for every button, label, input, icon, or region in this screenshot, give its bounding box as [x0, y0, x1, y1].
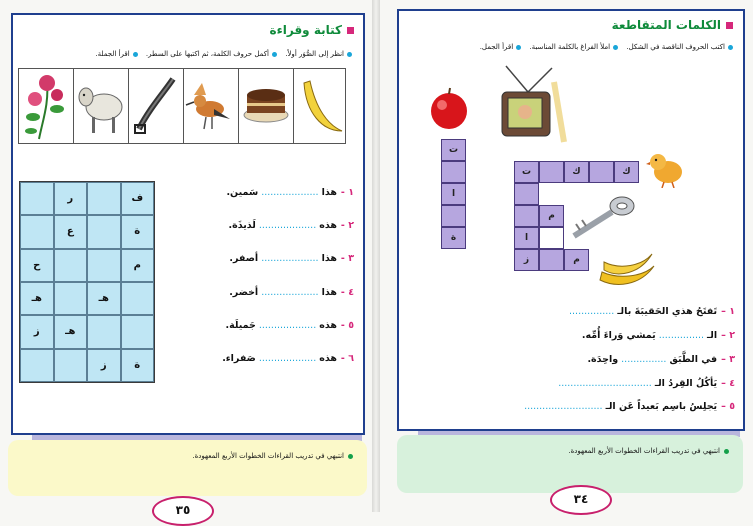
grid-cell[interactable]	[54, 349, 88, 382]
bullet-icon	[724, 449, 729, 454]
sentence-1: ١ -هذا...................سَمين.	[226, 187, 354, 198]
grid-cell[interactable]	[20, 215, 54, 248]
sentence-3: ٣ -هذا...................أصفر.	[229, 253, 354, 264]
key-icon	[566, 192, 638, 242]
chick-icon	[646, 150, 686, 188]
crossword-cell[interactable]	[441, 161, 466, 183]
picture-strip	[18, 68, 346, 144]
grid-cell[interactable]: ة	[121, 349, 155, 382]
section-title: الكلمات المتقاطعة	[612, 18, 733, 32]
grid-cell[interactable]	[87, 182, 121, 215]
belt-icon	[128, 69, 183, 143]
crossword-cell[interactable]	[539, 161, 564, 183]
page-number: ٣٥	[152, 496, 214, 526]
sentence-4: ٤ –يَأكُلُ القِردُ الـ...............................	[558, 378, 735, 389]
sentence-6: ٦ -هذه...................صَفراء.	[222, 353, 354, 364]
footer-note: انتبهي في تدريب القراءات الخطوات الأربع المعهودة.	[192, 452, 344, 460]
sentence-4: ٤ -هذا...................أخضر.	[229, 287, 354, 298]
answer-blank[interactable]: ...............	[621, 354, 667, 365]
crossword-cell[interactable]: ك	[564, 161, 589, 183]
crossword-cell[interactable]: ت	[441, 139, 466, 161]
grid-cell[interactable]: ع	[54, 215, 88, 248]
crossword-cell[interactable]	[589, 161, 614, 183]
sheep-icon	[73, 69, 128, 143]
grid-cell[interactable]: ف	[121, 182, 155, 215]
answer-blank[interactable]: ..........................	[524, 401, 603, 412]
banana-icon	[293, 69, 348, 143]
bullet-icon	[613, 45, 618, 50]
apple-icon	[426, 86, 472, 130]
hoopoe-bird-icon	[183, 69, 238, 143]
answer-blank[interactable]: ...............	[569, 306, 615, 317]
bananas-icon	[596, 246, 658, 290]
footer-note-box	[8, 440, 367, 496]
grid-cell[interactable]	[87, 215, 121, 248]
answer-blank[interactable]: ...............	[658, 330, 705, 341]
television-icon	[488, 62, 568, 152]
sentence-5: ٥ –يَجلِسُ باسِم بَعيداً عَن الـ..........................	[524, 401, 735, 412]
crossword-cell[interactable]: ت	[514, 161, 539, 183]
answer-blank[interactable]: ...................	[261, 253, 319, 264]
grid-cell[interactable]	[54, 282, 88, 315]
crossword-cell[interactable]: ا	[441, 183, 466, 205]
grid-cell[interactable]: هـ	[87, 282, 121, 315]
grid-cell[interactable]: ز	[20, 315, 54, 348]
crossword-cell[interactable]: ز	[514, 249, 539, 271]
crossword-cell[interactable]: م	[564, 249, 589, 271]
answer-blank[interactable]: ...................	[261, 187, 319, 198]
grid-cell[interactable]	[20, 349, 54, 382]
page-35	[0, 0, 374, 517]
page-number: ٣٤	[550, 485, 612, 515]
crossword-cell[interactable]	[539, 227, 564, 249]
footer-note-box	[397, 435, 743, 493]
crossword-cell[interactable]	[514, 205, 539, 227]
crossword-cell[interactable]	[441, 205, 466, 227]
sentence-2: ٢ –الـ...............يَمشي وَراءَ أُمِّه.	[581, 330, 735, 341]
crossword-cell[interactable]	[514, 183, 539, 205]
answer-blank[interactable]: ...................	[258, 220, 317, 231]
grid-cell[interactable]	[87, 249, 121, 282]
grid-cell[interactable]: ة	[121, 215, 155, 248]
grid-cell[interactable]	[20, 182, 54, 215]
sentence-2: ٢ -هذه...................لَذيذَة.	[228, 220, 354, 231]
answer-blank[interactable]: ...................	[258, 320, 317, 331]
bullet-icon	[347, 52, 352, 57]
crossword-cell[interactable]: ا	[514, 227, 539, 249]
answer-blank[interactable]: ...................	[261, 287, 319, 298]
bullet-icon	[516, 45, 521, 50]
sentence-5: ٥ -هذه...................جَميلَة.	[225, 320, 354, 331]
bullet-icon	[348, 454, 353, 459]
grid-cell[interactable]: ز	[87, 349, 121, 382]
grid-cell[interactable]: هـ	[54, 315, 88, 348]
cake-icon	[238, 69, 293, 143]
grid-cell[interactable]: ر	[54, 182, 88, 215]
crossword-cell[interactable]: م	[539, 205, 564, 227]
bullet-icon	[728, 45, 733, 50]
instructions: انظر إلى الصُّوَر أولاً. أكمل حروف الكلمة، ثم اكتبها على السطر. اقرأ الجملة.	[89, 50, 352, 58]
letter-grid	[19, 181, 155, 383]
crossword-cell[interactable]: ك	[614, 161, 639, 183]
grid-cell[interactable]: م	[121, 249, 155, 282]
bullet-icon	[133, 52, 138, 57]
footer-note: انتبهي في تدريب القراءات الخطوات الأربع المعهودة.	[568, 447, 720, 455]
sentence-1: ١ –تَفتَحُ هذي الحَقيبَةَ بالـ...............	[569, 306, 735, 317]
grid-cell[interactable]	[87, 315, 121, 348]
title-bullet-icon	[726, 22, 733, 29]
crossword-cell[interactable]: ة	[441, 227, 466, 249]
instructions: اكتب الحروف الناقصة في الشكل. املأ الفراغ بالكلمة المناسبة. اقرأ الجمل.	[474, 43, 733, 51]
sentence-3: ٣ –في الطَّبَق...............واحِدَة.	[587, 354, 735, 365]
grid-cell[interactable]	[121, 315, 155, 348]
rose-icon	[19, 69, 73, 143]
page-34	[378, 0, 753, 512]
section-title: كتابة وقراءة	[270, 23, 354, 37]
grid-cell[interactable]	[54, 249, 88, 282]
grid-cell[interactable]: هـ	[20, 282, 54, 315]
crossword-cell[interactable]	[539, 249, 564, 271]
grid-cell[interactable]: ح	[20, 249, 54, 282]
grid-cell[interactable]	[121, 282, 155, 315]
answer-blank[interactable]: ...................	[258, 353, 317, 364]
answer-blank[interactable]: ...............................	[558, 378, 652, 389]
title-bullet-icon	[347, 27, 354, 34]
bullet-icon	[272, 52, 277, 57]
